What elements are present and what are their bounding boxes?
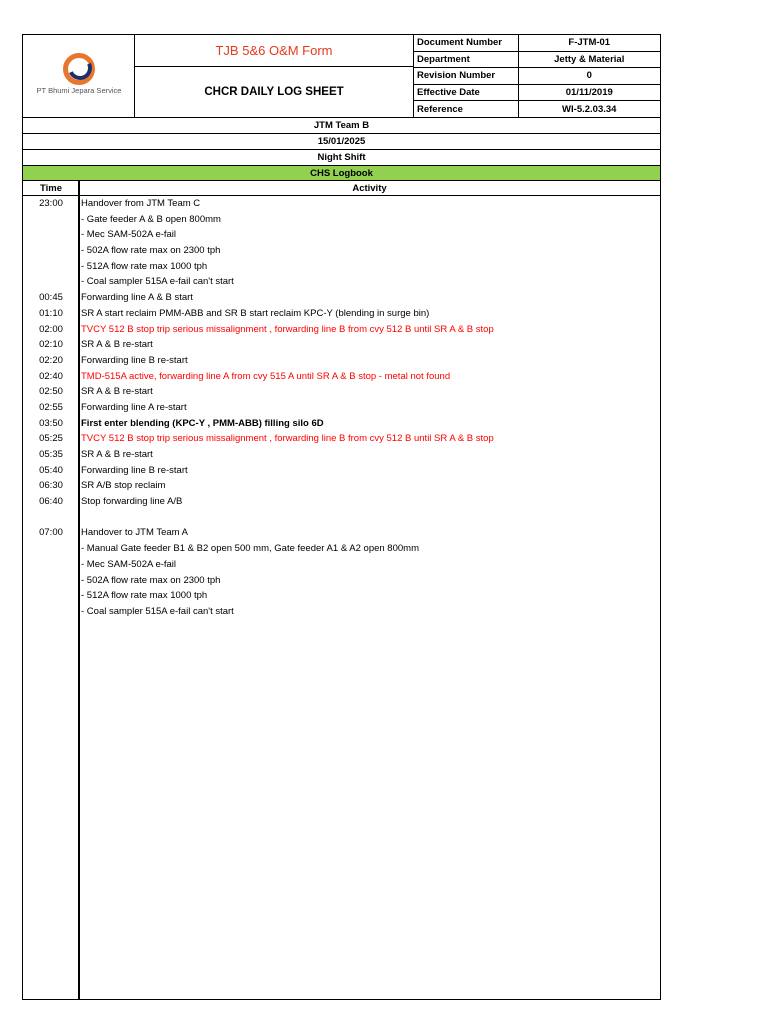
meta-row: [414, 35, 660, 51]
log-date: 15/01/2025: [23, 133, 660, 149]
log-row: [23, 337, 660, 353]
log-row: [23, 431, 660, 447]
log-row: [23, 525, 660, 541]
log-time: 05:35: [39, 449, 63, 460]
log-row: [23, 290, 660, 306]
document-meta-table: [414, 35, 660, 117]
log-activity: - 502A flow rate max on 2300 tph: [81, 245, 221, 257]
log-row: [23, 541, 660, 557]
log-activity: - Gate feeder A & B open 800mm: [81, 213, 221, 225]
log-activity: - Coal sampler 515A e-fail can't start: [81, 276, 234, 288]
meta-row: [414, 84, 660, 100]
meta-value: WI-5.2.03.34: [562, 103, 617, 115]
meta-value: Jetty & Material: [518, 51, 660, 67]
log-row: [23, 604, 660, 620]
meta-value: F-JTM-01: [518, 35, 660, 51]
log-row: [23, 259, 660, 275]
meta-key: Effective Date: [414, 84, 518, 100]
log-time: 06:30: [39, 480, 63, 492]
log-activity: - Mec SAM-502A e-fail: [81, 558, 177, 570]
log-time: 02:55: [39, 401, 63, 413]
logbook-title: CHS Logbook: [23, 165, 660, 181]
company-logo-text: PT Bhumi Jepara Service: [36, 86, 122, 95]
log-activity: Forwarding line B re-start: [81, 354, 188, 366]
log-row: [23, 353, 660, 369]
log-row: [23, 322, 660, 338]
log-activity: SR A & B re-start: [81, 339, 153, 351]
log-row: [23, 510, 660, 526]
log-activity: Stop forwarding line A/B: [81, 496, 183, 508]
log-time: 02:50: [39, 386, 63, 398]
log-row: [23, 306, 660, 322]
log-time: 06:40: [39, 496, 63, 508]
log-time: 03:50: [39, 417, 63, 429]
log-activity: SR A & B re-start: [81, 386, 153, 398]
log-time: 05:25: [39, 433, 63, 445]
log-time: 00:45: [39, 292, 63, 304]
log-row: [23, 588, 660, 604]
log-activity: Forwarding line A re-start: [81, 401, 187, 413]
log-activity: Forwarding line B re-start: [81, 464, 188, 476]
log-row: [23, 384, 660, 400]
log-activity: - Manual Gate feeder B1 & B2 open 500 mm, Gate feeder A1 & A2 open 800mm: [81, 543, 419, 555]
log-activity: SR A/B stop reclaim: [81, 480, 166, 492]
log-row: [23, 447, 660, 463]
form-title: TJB 5&6 O&M Form: [135, 35, 413, 67]
log-row: [23, 243, 660, 259]
meta-key: Document Number: [414, 35, 518, 51]
log-activity: Forwarding line A & B start: [81, 292, 193, 304]
meta-row: [414, 68, 660, 84]
log-activity: SR A start reclaim PMM-ABB and SR B start reclaim KPC-Y (blending in surge bin): [81, 307, 430, 319]
activity-column-header: Activity: [352, 182, 387, 194]
log-time: 02:10: [39, 339, 63, 351]
meta-value: 01/11/2019: [518, 84, 660, 100]
meta-key: Revision Number: [414, 68, 518, 84]
shift-label: Night Shift: [23, 149, 660, 165]
log-row: [23, 416, 660, 432]
meta-key: Reference: [414, 101, 518, 117]
log-entries: [23, 196, 660, 620]
log-activity: - 502A flow rate max on 2300 tph: [81, 574, 221, 586]
log-activity: TVCY 512 B stop trip serious missalignment , forwarding line B from cvy 512 B until SR A & B stop: [81, 433, 494, 445]
time-column-header: Time: [39, 182, 62, 194]
log-activity: TMD-515A active, forwarding line A from cvy 515 A until SR A & B stop - metal not found: [81, 370, 451, 382]
meta-row: [414, 101, 660, 117]
log-row: [23, 463, 660, 479]
log-row: [23, 557, 660, 573]
log-activity: - Coal sampler 515A e-fail can't start: [81, 605, 234, 617]
log-time: 07:00: [39, 527, 63, 539]
log-row: [23, 212, 660, 228]
meta-row: [414, 51, 660, 67]
log-row: [23, 369, 660, 385]
log-activity: SR A & B re-start: [81, 449, 153, 460]
log-activity: - Mec SAM-502A e-fail: [81, 229, 177, 241]
team-label: JTM Team B: [23, 117, 660, 133]
log-activity: - 512A flow rate max 1000 tph: [81, 260, 208, 272]
log-time: 02:20: [39, 354, 63, 366]
log-activity: - 512A flow rate max 1000 tph: [81, 590, 208, 602]
log-row: [23, 400, 660, 416]
log-time: 02:40: [39, 370, 63, 382]
meta-key: Department: [414, 51, 518, 67]
log-row: [23, 196, 660, 212]
log-row: [23, 478, 660, 494]
sheet-title: CHCR DAILY LOG SHEET: [204, 86, 344, 98]
log-row: [23, 274, 660, 290]
company-logo: [23, 35, 135, 117]
log-time: 01:10: [39, 307, 63, 319]
log-row: [23, 573, 660, 589]
log-activity: First enter blending (KPC-Y , PMM-ABB) filling silo 6D: [81, 417, 324, 429]
log-activity: TVCY 512 B stop trip serious missalignment , forwarding line B from cvy 512 B until SR A & B stop: [81, 323, 494, 335]
log-activity: Handover to JTM Team A: [81, 527, 189, 539]
log-time: 23:00: [39, 198, 63, 209]
title-block: [135, 35, 414, 117]
log-activity: Handover from JTM Team C: [81, 198, 201, 209]
log-sheet: [22, 34, 661, 1000]
log-row: [23, 227, 660, 243]
meta-value: 0: [518, 68, 660, 84]
log-time: 05:40: [39, 464, 63, 476]
log-time: 02:00: [39, 323, 63, 335]
column-header-row: [23, 180, 660, 196]
log-row: [23, 494, 660, 510]
